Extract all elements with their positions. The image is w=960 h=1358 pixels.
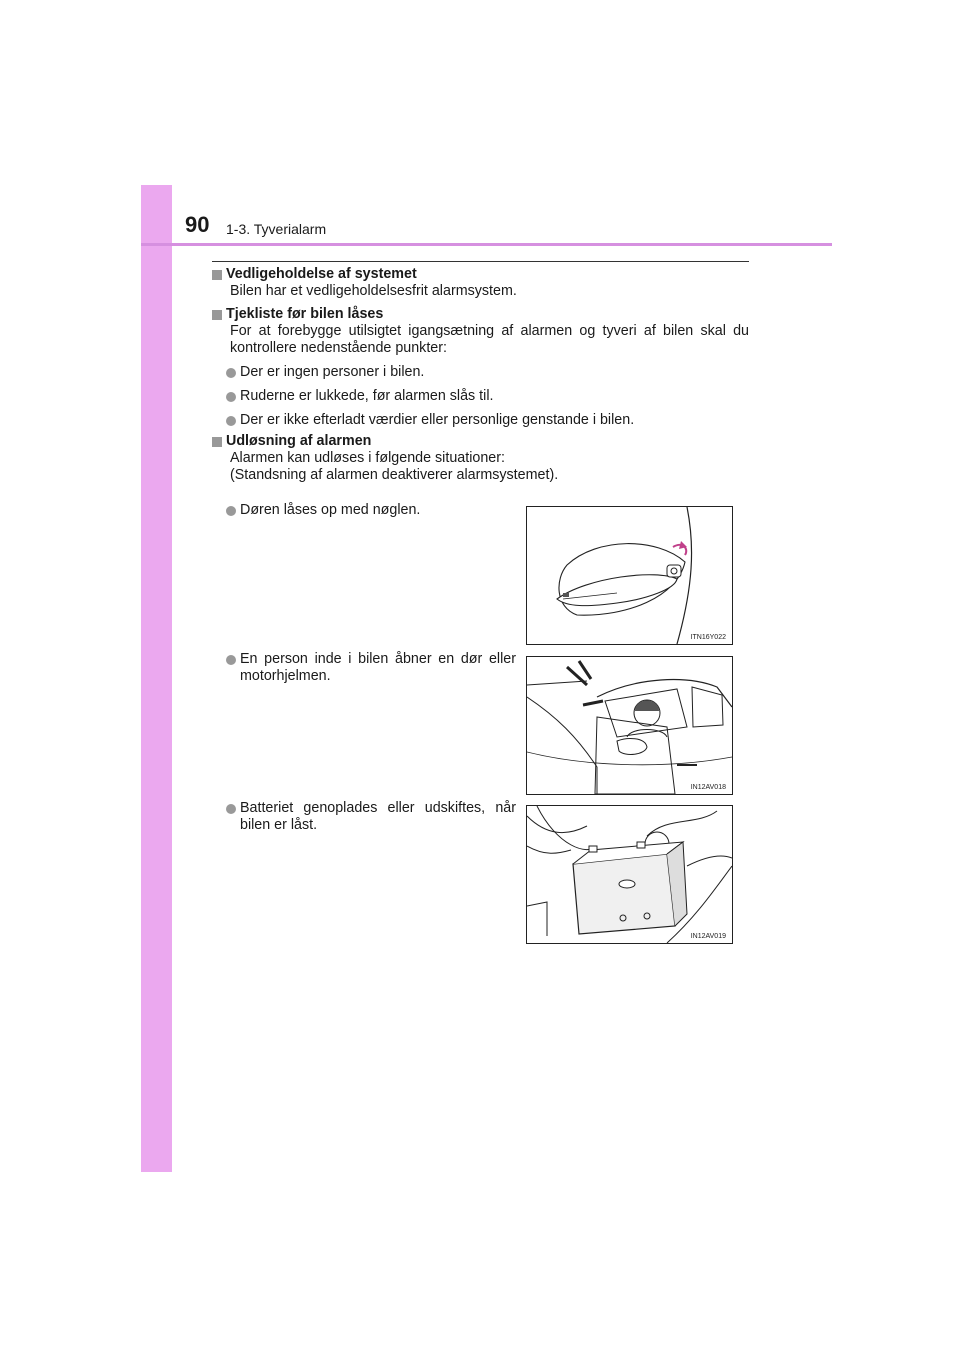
square-bullet-icon (212, 270, 222, 280)
section-title: Tjekliste før bilen låses (226, 306, 384, 322)
round-bullet-icon (226, 392, 236, 402)
list-item (226, 651, 516, 685)
round-bullet-icon (226, 655, 236, 665)
figure-code: IN12AV019 (690, 933, 726, 940)
section-heading-checklist (212, 306, 749, 323)
chapter-title: 1-3. Tyverialarm (226, 221, 327, 237)
body-line: (Standsning af alarmen deaktiverer alarmsystemet). (230, 467, 559, 483)
section-title: Vedligeholdelse af systemet (226, 266, 417, 282)
list-item (226, 800, 516, 834)
header-rule (141, 243, 832, 246)
body-line: Alarmen kan udløses i følgende situationer: (230, 450, 505, 466)
list-item-text: Døren låses op med nøglen. (240, 502, 421, 518)
battery-replacement-icon (526, 805, 733, 944)
list-item-text: Der er ikke efterladt værdier eller personlige genstande i bilen. (240, 412, 635, 428)
list-item (212, 412, 749, 429)
main-content (212, 266, 749, 484)
side-tab-strip (141, 185, 172, 1172)
section-body (212, 323, 749, 357)
figure-code: ITN16Y022 (690, 634, 726, 641)
list-item (226, 502, 516, 519)
section-heading-alarm-trigger (212, 433, 749, 450)
list-item-text: Ruderne er lukkede, før alarmen slås til. (240, 388, 494, 404)
person-opening-door-icon (526, 656, 733, 795)
section-rule (212, 261, 749, 262)
list-item-text: Batteriet genoplades eller udskiftes, når bilen er låst. (240, 800, 516, 833)
list-item (212, 364, 749, 381)
section-body (212, 450, 749, 484)
list-item (212, 388, 749, 405)
list-item-text: Der er ingen personer i bilen. (240, 364, 425, 380)
page-number: 90 (185, 212, 210, 237)
square-bullet-icon (212, 437, 222, 447)
body-line: kontrollere nedenstående punkter: (230, 340, 447, 356)
body-line: For at forebygge utilsigtet igangsætning af alarmen og tyveri af bilen skal du (230, 323, 749, 339)
figure-code: IN12AV018 (690, 784, 726, 791)
round-bullet-icon (226, 368, 236, 378)
door-key-unlock-icon (526, 506, 733, 645)
round-bullet-icon (226, 804, 236, 814)
round-bullet-icon (226, 506, 236, 516)
section-heading-maintenance (212, 266, 749, 283)
round-bullet-icon (226, 416, 236, 426)
section-title: Udløsning af alarmen (226, 433, 372, 449)
list-item-text: En person inde i bilen åbner en dør eller motorhjelmen. (240, 651, 516, 684)
square-bullet-icon (212, 310, 222, 320)
section-body: Bilen har et vedligeholdelsesfrit alarmsystem. (230, 283, 517, 299)
